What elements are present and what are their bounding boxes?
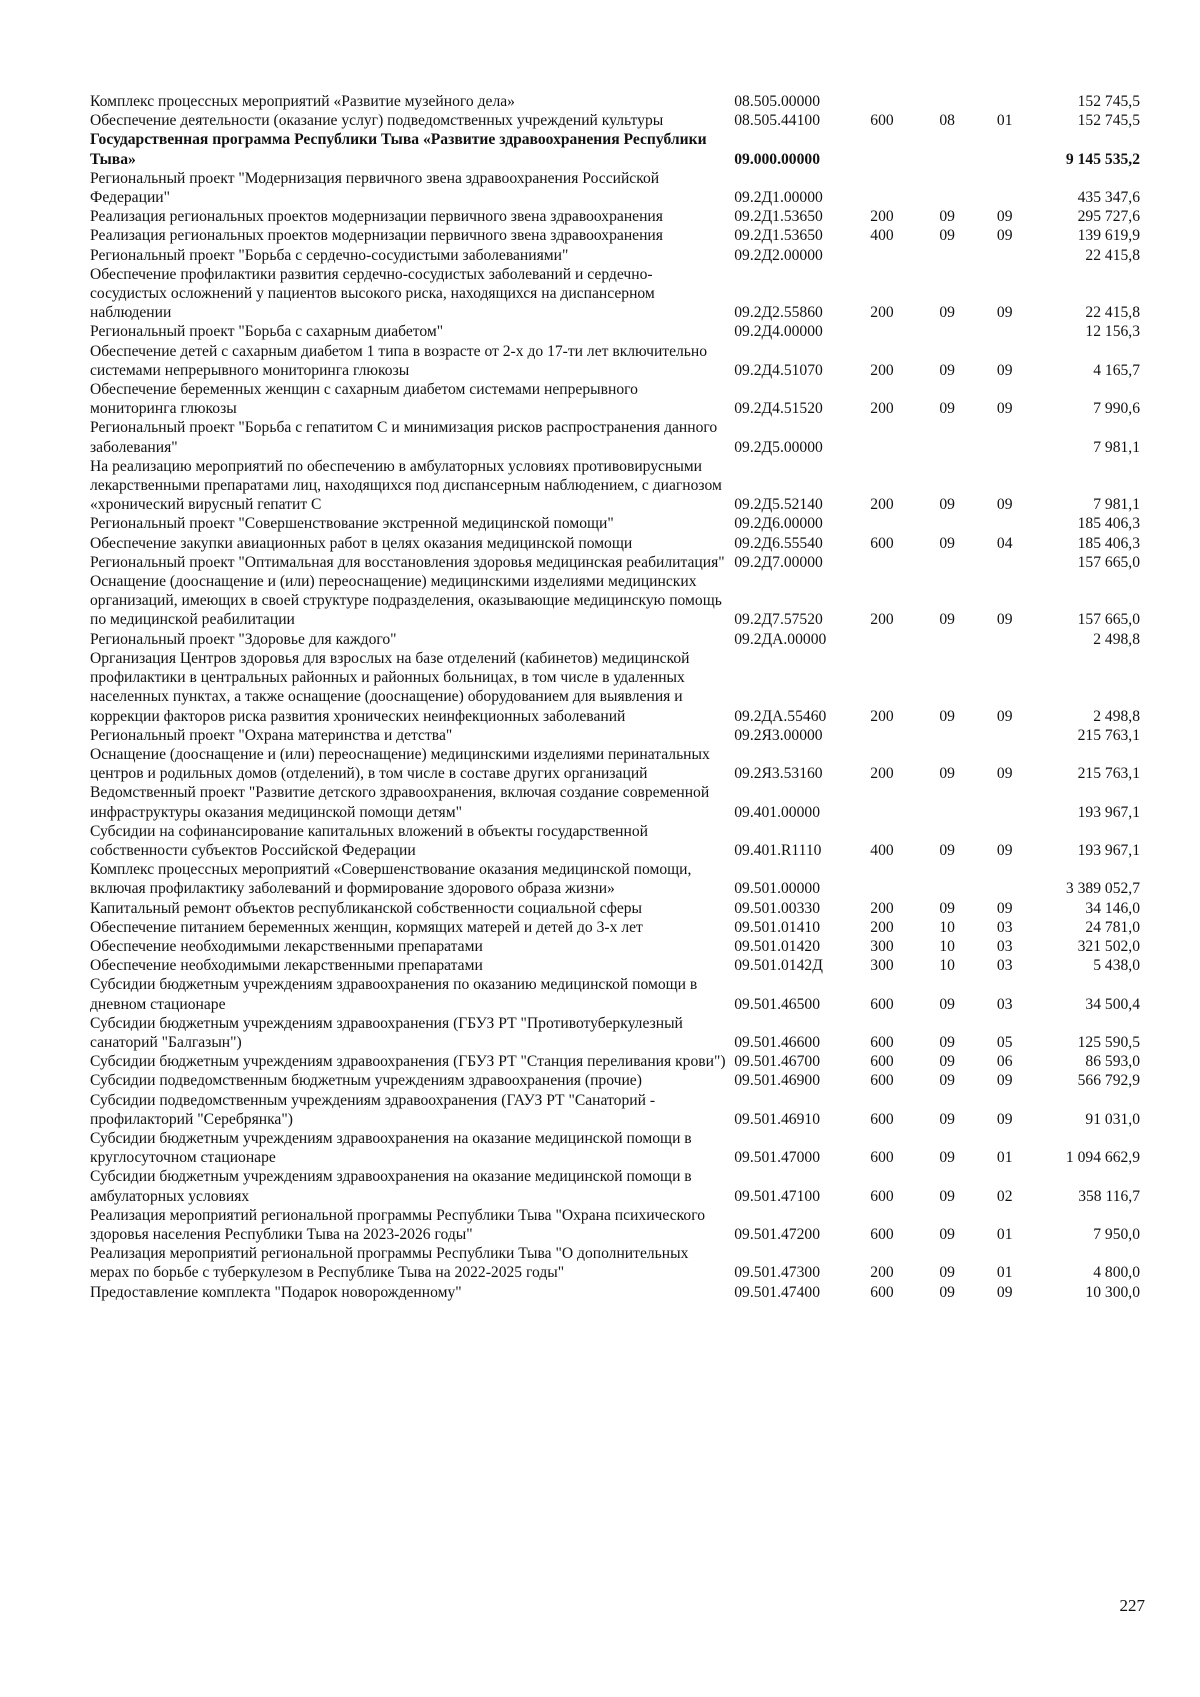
cell-subsection: 09 (996, 1283, 1013, 1301)
table-row (90, 783, 1140, 821)
cell-section: 09 (939, 611, 955, 629)
cell-amount: 435 347,6 (1077, 189, 1140, 207)
cell-amount: 566 792,9 (1077, 1072, 1140, 1090)
cell-budget-code: 09.2Д5.00000 (734, 438, 823, 456)
cell-row-name: Оснащение (дооснащение и (или) переоснащение) медицинскими изделиями медицинских организаций, имеющих в своей структуре подразделения, оказывающие медицинскую помощь по медицинской реабилитации (90, 573, 722, 629)
cell-row-name: На реализацию мероприятий по обеспечению в амбулаторных условиях противовирусными лекарственными препаратами лиц, находящихся под диспансерным наблюдением, с диагнозом «хронический вирусный гепатит С (90, 457, 722, 514)
cell-amount: 358 116,7 (1078, 1187, 1140, 1205)
cell-expense-type: 600 (870, 1283, 894, 1301)
cell-budget-code: 08.505.00000 (734, 93, 820, 110)
cell-amount: 139 619,9 (1077, 227, 1140, 245)
cell-subsection: 01 (996, 112, 1013, 130)
cell-amount: 10 300,0 (1085, 1283, 1140, 1301)
cell-section: 09 (939, 400, 955, 418)
cell-amount: 22 415,8 (1085, 304, 1140, 322)
cell-section (920, 322, 975, 341)
cell-amount: 157 665,0 (1077, 553, 1140, 571)
cell-row-name: Реализация региональных проектов модернизации первичного звена здравоохранения (90, 208, 663, 226)
cell-budget-code: 09.2Д6.00000 (734, 515, 823, 533)
cell-expense-type (844, 418, 919, 456)
table-row (90, 265, 1140, 323)
cell-budget-code: 09.2Д1.53650 (734, 208, 823, 226)
cell-subsection: 04 (996, 534, 1013, 552)
cell-amount: 22 415,8 (1085, 246, 1140, 264)
cell-expense-type: 200 (870, 611, 894, 629)
cell-row-name: Региональный проект "Борьба с сердечно-сосудистыми заболеваниями" (90, 246, 569, 264)
table-row (90, 649, 1140, 726)
cell-amount: 152 745,5 (1077, 93, 1140, 110)
cell-budget-code: 09.501.01420 (734, 937, 820, 955)
cell-budget-code: 09.501.47400 (734, 1283, 820, 1301)
cell-amount: 7 990,6 (1093, 400, 1140, 418)
cell-subsection: 09 (996, 400, 1013, 418)
cell-row-name: Обеспечение деятельности (оказание услуг) подведомственных учреждений культуры (90, 112, 664, 130)
table-row (90, 380, 1140, 418)
table-row (90, 1129, 1140, 1167)
cell-subsection: 09 (996, 707, 1013, 725)
cell-expense-type: 600 (870, 1110, 894, 1128)
cell-section: 09 (939, 534, 955, 552)
table-row (90, 553, 1140, 572)
cell-subsection (975, 630, 1035, 649)
cell-budget-code: 09.501.47100 (734, 1187, 820, 1205)
cell-row-name: Комплекс процессных мероприятий «Совершенствование оказания медицинской помощи, включая профилактику заболеваний и формирование здорового образа жизни» (90, 861, 692, 898)
cell-row-name: Реализация региональных проектов модернизации первичного звена здравоохранения (90, 227, 663, 245)
cell-expense-type: 200 (870, 765, 894, 783)
cell-expense-type: 400 (870, 227, 894, 245)
cell-expense-type: 200 (870, 361, 894, 379)
cell-amount: 321 502,0 (1077, 937, 1140, 955)
cell-section (920, 92, 975, 111)
table-row (90, 92, 1140, 111)
table-row (90, 534, 1140, 553)
cell-budget-code: 09.501.46700 (734, 1053, 820, 1071)
cell-subsection (975, 783, 1035, 821)
table-row (90, 1206, 1140, 1244)
cell-section: 09 (939, 496, 955, 514)
cell-section (920, 783, 975, 821)
cell-subsection (975, 130, 1035, 168)
cell-budget-code: 09.401.00000 (734, 803, 820, 821)
cell-expense-type (844, 783, 919, 821)
cell-section (920, 726, 975, 745)
cell-row-name: Субсидии бюджетным учреждениям здравоохранения (ГБУЗ РТ "Станция переливания крови") (90, 1053, 726, 1071)
cell-subsection: 09 (996, 1072, 1013, 1090)
cell-row-name: Обеспечение беременных женщин с сахарным диабетом системами непрерывного мониторинга глюкозы (90, 381, 638, 418)
table-row (90, 860, 1140, 898)
cell-amount: 2 498,8 (1093, 707, 1140, 725)
cell-row-name: Региональный проект "Оптимальная для восстановления здоровья медицинская реабилитация" (90, 553, 725, 571)
cell-budget-code: 09.2Д4.51520 (734, 400, 823, 418)
cell-section: 09 (939, 1072, 955, 1090)
cell-row-name: Ведомственный проект "Развитие детского здравоохранения, включая создание современной инфраструктуры оказания медицинской помощи детям" (90, 784, 710, 821)
cell-section: 09 (939, 1110, 955, 1128)
cell-budget-code: 09.2Д2.00000 (734, 246, 823, 264)
cell-expense-type (844, 514, 919, 533)
cell-row-name: Региональный проект "Охрана материнства и детства" (90, 726, 453, 744)
cell-row-name: Обеспечение питанием беременных женщин, кормящих матерей и детей до 3-х лет (90, 918, 643, 936)
cell-budget-code: 09.000.00000 (734, 150, 820, 168)
cell-amount: 295 727,6 (1077, 208, 1140, 226)
cell-subsection (975, 553, 1035, 572)
cell-budget-code: 09.2Д4.00000 (734, 323, 823, 341)
cell-row-name: Обеспечение профилактики развития сердечно-сосудистых заболеваний и сердечно-сосудистых осложнений у пациентов высокого риска, находящихся на диспансерном наблюдении (90, 265, 655, 322)
cell-expense-type: 600 (870, 1072, 894, 1090)
cell-subsection: 09 (996, 611, 1013, 629)
cell-amount: 157 665,0 (1077, 611, 1140, 629)
cell-subsection: 09 (996, 841, 1013, 859)
cell-amount: 193 967,1 (1077, 841, 1140, 859)
cell-expense-type: 600 (870, 1187, 894, 1205)
cell-expense-type: 200 (870, 899, 894, 917)
cell-expense-type: 200 (870, 1264, 894, 1282)
budget-table (90, 92, 1140, 1302)
cell-subsection (975, 860, 1035, 898)
cell-expense-type: 200 (870, 208, 894, 226)
cell-section: 09 (939, 1033, 955, 1051)
cell-amount: 125 590,5 (1077, 1033, 1140, 1051)
cell-amount: 3 389 052,7 (1065, 880, 1140, 898)
cell-section (920, 246, 975, 265)
cell-amount: 4 800,0 (1093, 1264, 1140, 1282)
table-row (90, 207, 1140, 226)
cell-amount: 12 156,3 (1085, 323, 1140, 341)
cell-expense-type: 200 (870, 304, 894, 322)
table-row (90, 1244, 1140, 1282)
cell-section: 10 (939, 957, 955, 975)
cell-budget-code: 09.501.00330 (734, 899, 820, 917)
cell-row-name: Предоставление комплекта "Подарок новорожденному" (90, 1283, 462, 1301)
table-row (90, 899, 1140, 918)
table-row (90, 572, 1140, 630)
cell-budget-code: 09.2Д4.51070 (734, 361, 823, 379)
cell-amount: 7 981,1 (1093, 438, 1140, 456)
cell-budget-code: 09.2Я3.53160 (734, 765, 823, 783)
table-row (90, 726, 1140, 745)
cell-subsection: 09 (996, 496, 1013, 514)
cell-section: 09 (939, 1264, 955, 1282)
table-row (90, 918, 1140, 937)
cell-section: 10 (939, 937, 955, 955)
cell-row-name: Субсидии бюджетным учреждениям здравоохранения (ГБУЗ РТ "Противотуберкулезный санаторий "Балгазын") (90, 1014, 683, 1051)
cell-subsection: 01 (996, 1225, 1013, 1243)
table-row (90, 1052, 1140, 1071)
table-row (90, 322, 1140, 341)
table-row (90, 1283, 1140, 1302)
cell-section: 09 (939, 227, 955, 245)
cell-row-name: Оснащение (дооснащение и (или) переоснащение) медицинскими изделиями перинатальных центров и родильных домов (отделений), в том числе в составе других организаций (90, 745, 710, 783)
cell-subsection: 01 (996, 1264, 1013, 1282)
cell-section: 09 (939, 765, 955, 783)
cell-row-name: Региональный проект "Совершенствование экстренной медицинской помощи" (90, 515, 614, 533)
table-row (90, 111, 1140, 130)
cell-budget-code: 09.2Д6.55540 (734, 534, 823, 552)
table-row (90, 246, 1140, 265)
cell-subsection: 09 (996, 361, 1013, 379)
page-number: 227 (1119, 1596, 1145, 1615)
cell-budget-code: 09.2Д1.00000 (734, 189, 823, 207)
cell-expense-type: 200 (870, 400, 894, 418)
table-row (90, 1014, 1140, 1052)
cell-section: 09 (939, 1187, 955, 1205)
cell-budget-code: 09.501.46500 (734, 995, 820, 1013)
cell-amount: 24 781,0 (1085, 918, 1140, 936)
table-row (90, 630, 1140, 649)
cell-section: 09 (939, 707, 955, 725)
cell-amount: 4 165,7 (1093, 361, 1140, 379)
budget-document (90, 92, 1140, 1302)
cell-budget-code: 09.501.00000 (734, 880, 820, 898)
cell-section: 09 (939, 208, 955, 226)
cell-amount: 215 763,1 (1077, 726, 1140, 744)
cell-amount: 185 406,3 (1077, 534, 1140, 552)
cell-section (920, 169, 975, 207)
cell-expense-type: 200 (870, 496, 894, 514)
cell-section: 09 (939, 841, 955, 859)
cell-row-name: Субсидии бюджетным учреждениям здравоохранения на оказание медицинской помощи в круглосуточном стационаре (90, 1129, 692, 1167)
cell-subsection (975, 418, 1035, 456)
cell-budget-code: 09.2ДА.55460 (734, 707, 827, 725)
cell-section (920, 630, 975, 649)
table-row (90, 130, 1140, 168)
cell-expense-type: 200 (870, 707, 894, 725)
cell-expense-type (844, 246, 919, 265)
table-row (90, 937, 1140, 956)
cell-section: 09 (939, 1053, 955, 1071)
cell-row-name: Реализация мероприятий региональной программы Республики Тыва "О дополнительных мерах по борьбе с туберкулезом в Республике Тыва на 2022-2025 годы" (90, 1245, 689, 1282)
cell-subsection: 05 (996, 1033, 1013, 1051)
cell-subsection (975, 246, 1035, 265)
cell-row-name: Капитальный ремонт объектов республиканской собственности социальной сферы (90, 899, 643, 917)
cell-row-name: Субсидии подведомственным бюджетным учреждениям здравоохранения (прочие) (90, 1072, 642, 1090)
cell-amount: 152 745,5 (1077, 112, 1140, 130)
cell-expense-type: 600 (870, 995, 894, 1013)
cell-amount: 5 438,0 (1093, 957, 1140, 975)
cell-row-name: Обеспечение закупки авиационных работ в целях оказания медицинской помощи (90, 534, 633, 552)
cell-section: 10 (939, 918, 955, 936)
cell-budget-code: 09.501.46900 (734, 1072, 820, 1090)
cell-budget-code: 09.2ДА.00000 (734, 630, 827, 648)
cell-budget-code: 08.505.44100 (734, 112, 820, 130)
table-row (90, 1167, 1140, 1205)
cell-budget-code: 09.2Д2.55860 (734, 304, 823, 322)
cell-amount: 193 967,1 (1077, 803, 1140, 821)
cell-budget-code: 09.401.R1110 (734, 841, 822, 859)
table-row (90, 745, 1140, 783)
cell-expense-type (844, 322, 919, 341)
table-row (90, 226, 1140, 245)
cell-budget-code: 09.501.46910 (734, 1110, 820, 1128)
cell-section: 09 (939, 899, 955, 917)
cell-row-name: Субсидии на софинансирование капитальных вложений в объекты государственной собственности субъектов Российской Федерации (90, 822, 648, 859)
cell-expense-type: 300 (870, 937, 894, 955)
cell-subsection: 09 (996, 304, 1013, 322)
cell-section: 09 (939, 995, 955, 1013)
cell-budget-code: 09.501.0142Д (734, 957, 823, 975)
cell-section: 09 (939, 1149, 955, 1167)
cell-expense-type (844, 726, 919, 745)
cell-expense-type (844, 860, 919, 898)
cell-budget-code: 09.2Д5.52140 (734, 496, 823, 514)
cell-subsection: 06 (996, 1053, 1013, 1071)
cell-expense-type: 200 (870, 918, 894, 936)
cell-amount: 34 500,4 (1085, 995, 1140, 1013)
table-row (90, 457, 1140, 515)
cell-budget-code: 09.501.47000 (734, 1149, 820, 1167)
cell-amount: 185 406,3 (1077, 515, 1140, 533)
cell-subsection (975, 169, 1035, 207)
cell-amount: 34 146,0 (1085, 899, 1140, 917)
cell-budget-code: 09.2Д7.00000 (734, 553, 823, 571)
cell-subsection: 09 (996, 1110, 1013, 1128)
cell-row-name: Организация Центров здоровья для взрослых на базе отделений (кабинетов) медицинской профилактики в центральных районных и районных больницах, в том числе в удаленных населенных пунктах, а также оснащение (дооснащение) оборудованием для выявления и коррекции факторов риска развития хронических неинфекционных заболеваний (90, 649, 690, 725)
cell-section: 09 (939, 1283, 955, 1301)
cell-subsection: 02 (996, 1187, 1013, 1205)
cell-expense-type: 600 (870, 112, 894, 130)
cell-budget-code: 09.501.46600 (734, 1033, 820, 1051)
cell-expense-type (844, 130, 919, 168)
cell-section: 09 (939, 1225, 955, 1243)
table-row (90, 1071, 1140, 1090)
cell-amount: 86 593,0 (1085, 1053, 1140, 1071)
cell-expense-type: 600 (870, 534, 894, 552)
cell-row-name: Субсидии подведомственным учреждениям здравоохранения (ГАУЗ РТ "Санаторий - профилакторий "Серебрянка") (90, 1091, 656, 1128)
table-row (90, 822, 1140, 860)
cell-expense-type (844, 630, 919, 649)
cell-subsection (975, 514, 1035, 533)
cell-section (920, 418, 975, 456)
cell-subsection: 03 (996, 918, 1013, 936)
cell-subsection: 03 (996, 937, 1013, 955)
cell-subsection (975, 322, 1035, 341)
cell-section (920, 130, 975, 168)
cell-section: 09 (939, 304, 955, 322)
cell-subsection (975, 92, 1035, 111)
cell-amount: 7 981,1 (1093, 496, 1140, 514)
cell-amount: 91 031,0 (1085, 1110, 1140, 1128)
cell-row-name: Региональный проект "Здоровье для каждого" (90, 630, 397, 648)
cell-row-name: Обеспечение необходимыми лекарственными препаратами (90, 937, 483, 955)
cell-budget-code: 09.2Я3.00000 (734, 726, 823, 744)
table-row (90, 514, 1140, 533)
table-row (90, 975, 1140, 1013)
cell-budget-code: 09.501.47200 (734, 1225, 820, 1243)
cell-subsection: 09 (996, 208, 1013, 226)
cell-amount: 9 145 535,2 (1065, 150, 1140, 168)
cell-row-name: Субсидии бюджетным учреждениям здравоохранения по оказанию медицинской помощи в дневном стационаре (90, 976, 698, 1013)
cell-section (920, 553, 975, 572)
cell-subsection: 09 (996, 227, 1013, 245)
cell-section (920, 514, 975, 533)
table-row (90, 418, 1140, 456)
cell-amount: 7 950,0 (1093, 1225, 1140, 1243)
cell-row-name: Государственная программа Республики Тыва «Развитие здравоохранения Республики Тыва» (90, 131, 707, 168)
cell-row-name: Субсидии бюджетным учреждениям здравоохранения на оказание медицинской помощи в амбулаторных условиях (90, 1168, 692, 1205)
cell-expense-type: 600 (870, 1225, 894, 1243)
cell-expense-type: 600 (870, 1053, 894, 1071)
cell-subsection: 01 (996, 1149, 1013, 1167)
cell-budget-code: 09.2Д7.57520 (734, 611, 823, 629)
cell-subsection (975, 726, 1035, 745)
table-row (90, 169, 1140, 207)
cell-row-name: Реализация мероприятий региональной программы Республики Тыва "Охрана психического здоровья населения Республики Тыва на 2023-2026 годы" (90, 1206, 706, 1243)
cell-section (920, 860, 975, 898)
cell-expense-type: 600 (870, 1033, 894, 1051)
cell-row-name: Региональный проект "Модернизация первичного звена здравоохранения Российской Федерации" (90, 169, 660, 207)
cell-expense-type: 300 (870, 957, 894, 975)
cell-amount: 1 094 662,9 (1065, 1149, 1140, 1167)
cell-subsection: 09 (996, 899, 1013, 917)
table-row (90, 1091, 1140, 1129)
table-row (90, 956, 1140, 975)
cell-budget-code: 09.501.47300 (734, 1264, 820, 1282)
cell-expense-type: 600 (870, 1149, 894, 1167)
cell-expense-type: 400 (870, 841, 894, 859)
cell-expense-type (844, 92, 919, 111)
budget-table-body (90, 92, 1140, 1302)
cell-row-name: Региональный проект "Борьба с гепатитом С и минимизация рисков распространения данного заболевания" (90, 419, 718, 456)
cell-budget-code: 09.501.01410 (734, 918, 820, 936)
cell-subsection: 03 (996, 957, 1013, 975)
cell-amount: 215 763,1 (1077, 765, 1140, 783)
cell-expense-type (844, 169, 919, 207)
cell-section: 09 (939, 361, 955, 379)
table-row (90, 342, 1140, 380)
cell-expense-type (844, 553, 919, 572)
cell-section: 08 (939, 112, 955, 130)
cell-row-name: Обеспечение детей с сахарным диабетом 1 типа в возрасте от 2-х до 17-ти лет включительно системами непрерывного мониторинга глюкозы (90, 342, 708, 379)
cell-subsection: 09 (996, 765, 1013, 783)
cell-row-name: Обеспечение необходимыми лекарственными препаратами (90, 957, 483, 975)
cell-subsection: 03 (996, 995, 1013, 1013)
cell-row-name: Региональный проект "Борьба с сахарным диабетом" (90, 323, 444, 341)
cell-budget-code: 09.2Д1.53650 (734, 227, 823, 245)
cell-amount: 2 498,8 (1093, 630, 1140, 648)
cell-row-name: Комплекс процессных мероприятий «Развитие музейного дела» (90, 93, 515, 110)
